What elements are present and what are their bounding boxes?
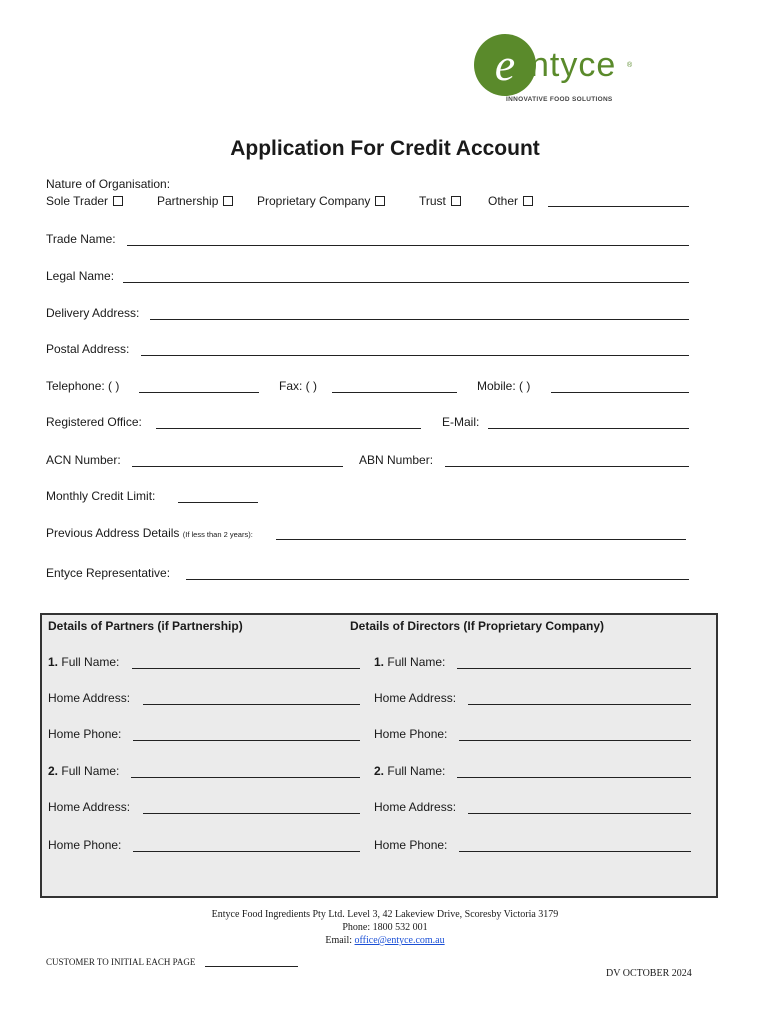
number: 1. bbox=[48, 655, 59, 669]
other-input-line[interactable] bbox=[548, 206, 689, 207]
previous-address-text: Previous Address Details bbox=[46, 526, 180, 540]
footer-email-line bbox=[0, 935, 770, 946]
number: 2. bbox=[48, 764, 59, 778]
abn-field[interactable] bbox=[445, 466, 689, 467]
option-label: Sole Trader bbox=[46, 194, 109, 208]
option-other[interactable] bbox=[488, 194, 533, 208]
checkbox[interactable] bbox=[375, 196, 385, 206]
customer-initial-field[interactable] bbox=[205, 966, 298, 967]
director-1-full-name-field[interactable] bbox=[457, 668, 691, 669]
previous-address-note: (If less than 2 years): bbox=[182, 530, 253, 539]
telephone-label: Telephone: ( ) bbox=[46, 379, 120, 393]
fax-label: Fax: ( ) bbox=[279, 379, 317, 393]
abn-label: ABN Number: bbox=[359, 453, 434, 467]
company-logo bbox=[472, 32, 642, 107]
logo-tagline: INNOVATIVE FOOD SOLUTIONS bbox=[506, 96, 613, 103]
nature-label: Nature of Organisation: bbox=[46, 177, 171, 191]
option-trust[interactable] bbox=[419, 194, 461, 208]
partner-1-full-name-label bbox=[48, 655, 119, 669]
footer-email-label: Email: bbox=[325, 935, 355, 946]
label-text: Full Name: bbox=[61, 764, 120, 778]
page-title: Application For Credit Account bbox=[230, 137, 540, 160]
option-label: Other bbox=[488, 194, 519, 208]
partner-1-home-address-label: Home Address: bbox=[48, 691, 131, 705]
director-1-home-phone-field[interactable] bbox=[459, 740, 691, 741]
footer-phone: Phone: 1800 532 001 bbox=[342, 922, 428, 933]
trade-name-label: Trade Name: bbox=[46, 232, 116, 246]
director-2-home-address-label: Home Address: bbox=[374, 800, 457, 814]
representative-field[interactable] bbox=[186, 579, 689, 580]
customer-initial-label: CUSTOMER TO INITIAL EACH PAGE bbox=[46, 957, 196, 967]
registered-office-label: Registered Office: bbox=[46, 415, 142, 429]
monthly-limit-label: Monthly Credit Limit: bbox=[46, 489, 156, 503]
option-label: Partnership bbox=[157, 194, 219, 208]
checkbox[interactable] bbox=[223, 196, 233, 206]
email-field[interactable] bbox=[488, 428, 689, 429]
acn-label: ACN Number: bbox=[46, 453, 121, 467]
telephone-field[interactable] bbox=[139, 392, 259, 393]
director-1-home-address-field[interactable] bbox=[468, 704, 691, 705]
postal-address-field[interactable] bbox=[141, 355, 689, 356]
option-label: Trust bbox=[419, 194, 446, 208]
delivery-address-label: Delivery Address: bbox=[46, 306, 140, 320]
option-partnership[interactable] bbox=[157, 194, 233, 208]
partner-2-home-phone-field[interactable] bbox=[133, 851, 360, 852]
logo-wordmark: ntyce bbox=[530, 46, 617, 84]
director-1-full-name-label bbox=[374, 655, 445, 669]
director-2-home-phone-label: Home Phone: bbox=[374, 838, 448, 852]
partner-2-full-name-label bbox=[48, 764, 119, 778]
trade-name-field[interactable] bbox=[127, 245, 689, 246]
label-text: Full Name: bbox=[61, 655, 120, 669]
fax-field[interactable] bbox=[332, 392, 457, 393]
previous-address-label bbox=[46, 526, 253, 540]
label-text: Full Name: bbox=[387, 764, 446, 778]
label-text: Full Name: bbox=[387, 655, 446, 669]
director-2-full-name-label bbox=[374, 764, 445, 778]
postal-address-label: Postal Address: bbox=[46, 342, 130, 356]
director-1-home-address-label: Home Address: bbox=[374, 691, 457, 705]
director-2-home-address-field[interactable] bbox=[468, 813, 691, 814]
logo-registered: ® bbox=[627, 62, 633, 69]
representative-label: Entyce Representative: bbox=[46, 566, 171, 580]
mobile-field[interactable] bbox=[551, 392, 689, 393]
acn-field[interactable] bbox=[132, 466, 343, 467]
partner-2-home-address-label: Home Address: bbox=[48, 800, 131, 814]
partner-1-full-name-field[interactable] bbox=[132, 668, 360, 669]
legal-name-label: Legal Name: bbox=[46, 269, 115, 283]
checkbox[interactable] bbox=[113, 196, 123, 206]
svg-text:e: e bbox=[494, 39, 516, 90]
director-1-home-phone-label: Home Phone: bbox=[374, 727, 448, 741]
partner-2-home-phone-label: Home Phone: bbox=[48, 838, 122, 852]
option-sole-trader[interactable] bbox=[46, 194, 123, 208]
footer-email-link[interactable]: office@entyce.com.au bbox=[354, 935, 445, 946]
option-proprietary-company[interactable] bbox=[257, 194, 385, 208]
option-label: Proprietary Company bbox=[257, 194, 371, 208]
director-2-home-phone-field[interactable] bbox=[459, 851, 691, 852]
monthly-limit-field[interactable] bbox=[178, 502, 258, 503]
checkbox[interactable] bbox=[451, 196, 461, 206]
footer-company: Entyce Food Ingredients Pty Ltd. Level 3, 42 Lakeview Drive, Scoresby Victoria 3179 bbox=[211, 909, 559, 920]
number: 2. bbox=[374, 764, 385, 778]
partner-2-full-name-field[interactable] bbox=[131, 777, 360, 778]
checkbox[interactable] bbox=[523, 196, 533, 206]
previous-address-field[interactable] bbox=[276, 539, 686, 540]
number: 1. bbox=[374, 655, 385, 669]
delivery-address-field[interactable] bbox=[150, 319, 689, 320]
partner-1-home-phone-field[interactable] bbox=[133, 740, 360, 741]
registered-office-field[interactable] bbox=[156, 428, 421, 429]
directors-heading: Details of Directors (If Proprietary Company) bbox=[350, 619, 605, 633]
partner-1-home-address-field[interactable] bbox=[143, 704, 360, 705]
legal-name-field[interactable] bbox=[123, 282, 689, 283]
partner-2-home-address-field[interactable] bbox=[143, 813, 360, 814]
partners-heading: Details of Partners (if Partnership) bbox=[48, 619, 243, 633]
partner-1-home-phone-label: Home Phone: bbox=[48, 727, 122, 741]
email-label: E-Mail: bbox=[442, 415, 480, 429]
director-2-full-name-field[interactable] bbox=[457, 777, 691, 778]
mobile-label: Mobile: ( ) bbox=[477, 379, 531, 393]
document-version: DV OCTOBER 2024 bbox=[606, 968, 692, 979]
